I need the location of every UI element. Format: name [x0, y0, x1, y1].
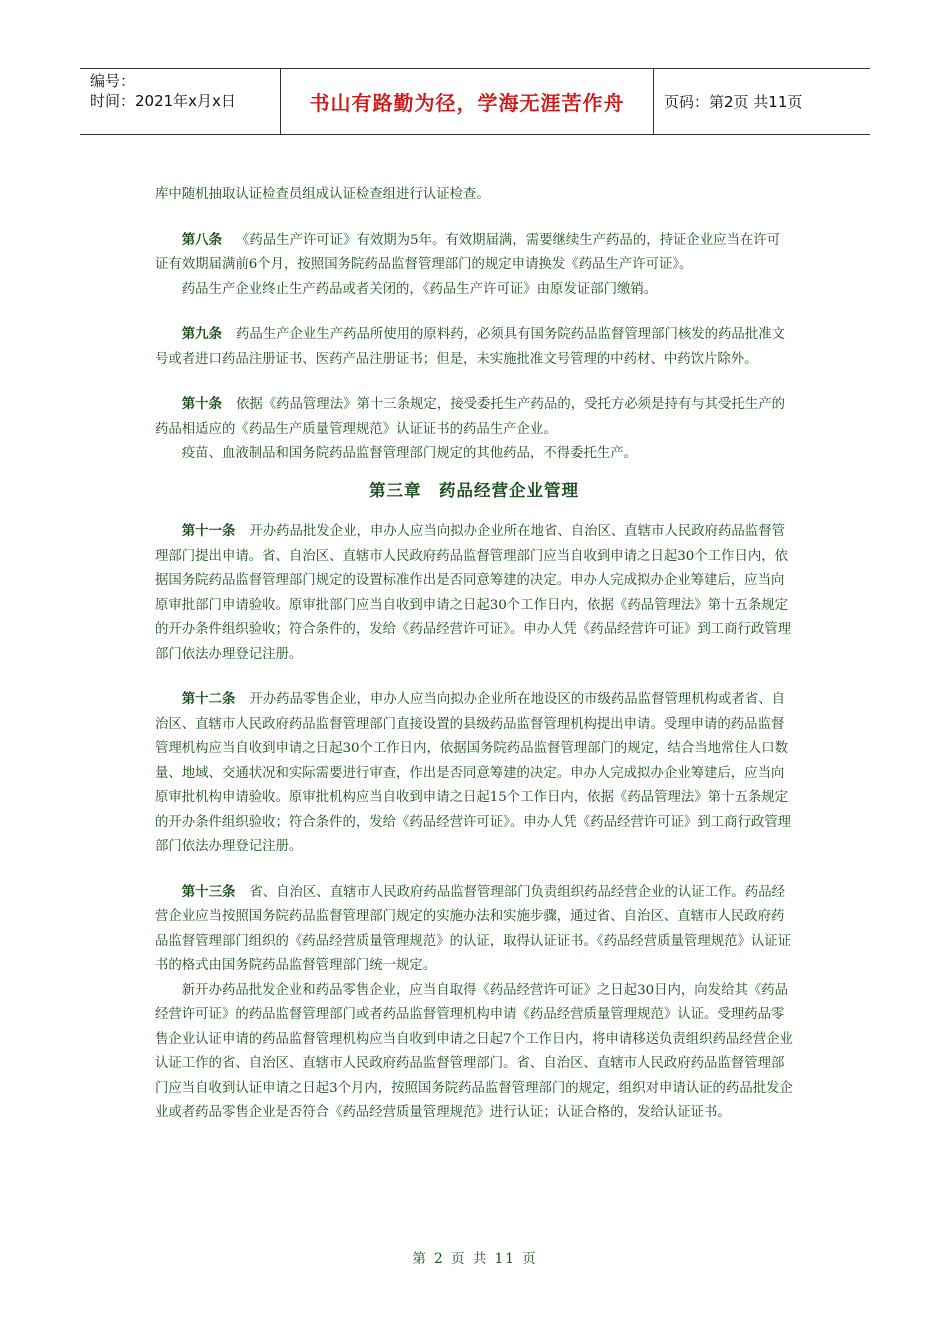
header-motto: 书山有路勤为径，学海无涯苦作舟: [281, 69, 654, 134]
article-text: 药品生产企业生产药品所使用的原料药，必须具有国务院药品监督管理部门核发的药品批准文号或者进口药品注册证书、医药产品注册证书；但是，未实施批准文号管理的中药材、中药饮片除外。: [155, 327, 785, 367]
document-time: 时间：2021年x月x日: [90, 92, 236, 110]
header-meta: [80, 69, 281, 134]
article-label: 第八条: [181, 231, 222, 248]
article-label: 第十一条: [181, 523, 236, 539]
article-label: 第十条: [181, 396, 222, 412]
article-label: 第九条: [181, 326, 222, 342]
page-footer: 第 2 页 共 11 页: [412, 1251, 538, 1267]
document-body: [155, 183, 793, 1126]
article-8: [155, 228, 793, 278]
article-label: 第十三条: [181, 883, 236, 900]
article-text: 开办药品批发企业，申办人应当向拟办企业所在地省、自治区、直辖市人民政府药品监督管理部门提出申请。省、自治区、直辖市人民政府药品监督管理部门应当自收到申请之日起30个工作日内，依据国务院药品监督管理部门规定的设置标准作出是否同意筹建的决定。申办人完成拟办企业筹建后，应当向原审批部门申请验收。原审批部门应当自收到申请之日起30个工作日内，依据《药品管理法》第十五条规定的开办条件组织验收；符合条件的，发给《药品经营许可证》。申办人凭《药品经营许可证》到工商行政管理部门依法办理登记注册。: [155, 524, 792, 662]
article-10: [155, 392, 793, 442]
continued-paragraph: 库中随机抽取认证检查员组成认证检查组进行认证检查。: [155, 187, 490, 202]
article-11: [155, 519, 793, 667]
chapter-heading: 第三章 药品经营企业管理: [369, 480, 579, 500]
article-10-para-2: 疫苗、血液制品和国务院药品监督管理部门规定的其他药品，不得委托生产。: [181, 446, 638, 461]
article-13: [155, 880, 793, 979]
document-number-label: 编号：: [90, 72, 136, 90]
article-text: 开办药品零售企业，申办人应当向拟办企业所在地设区的市级药品监督管理机构或者省、自治区、直辖市人民政府药品监督管理部门直接设置的县级药品监督管理机构提出申请。受理申请的药品监督管理机构应当自收到申请之日起30个工作日内，依据国务院药品监督管理部门的规定，结合当地常住人口数量、地域、交通状况和实际需要进行审查，作出是否同意筹建的决定。申办人完成拟办企业筹建后，应当向原审批机构申请验收。原审批机构应当自收到申请之日起15个工作日内，依据《药品管理法》第十五条规定的开办条件组织验收；符合条件的，发给《药品经营许可证》。申办人凭《药品经营许可证》到工商行政管理部门依法办理登记注册。: [155, 692, 792, 854]
header-page-info: 页码：第2页 共11页: [664, 93, 803, 111]
article-label: 第十二条: [181, 691, 236, 707]
page-header: [80, 68, 870, 135]
article-12: [155, 687, 793, 860]
article-8-para-2: 药品生产企业终止生产药品或者关闭的，《药品生产许可证》由原发证部门缴销。: [181, 281, 658, 297]
article-13-para-2: 新开办药品批发企业和药品零售企业，应当自取得《药品经营许可证》之日起30日内，向发给其《药品经营许可证》的药品监督管理部门或者药品监督管理机构申请《药品经营质量管理规范》认证。受理药品零售企业认证申请的药品监督管理机构应当自收到申请之日起7个工作日内，将申请移送负责组织药品经营企业认证工作的省、自治区、直辖市人民政府药品监督管理部门。省、自治区、直辖市人民政府药品监督管理部门应当自收到认证申请之日起3个月内，按照国务院药品监督管理部门的规定，组织对申请认证的药品批发企业或者药品零售企业是否符合《药品经营质量管理规范》进行认证；认证合格的，发给认证证书。: [155, 982, 793, 1120]
article-text: 省、自治区、直辖市人民政府药品监督管理部门负责组织药品经营企业的认证工作。药品经营企业应当按照国务院药品监督管理部门规定的实施办法和实施步骤，通过省、自治区、直辖市人民政府药品监督管理部门组织的《药品经营质量管理规范》的认证，取得认证证书。《药品经营质量管理规范》认证证书的格式由国务院药品监督管理部门统一规定。: [155, 884, 792, 973]
article-9: [155, 322, 793, 372]
article-text: 依据《药品管理法》第十三条规定，接受委托生产药品的，受托方必须是持有与其受托生产的药品相适应的《药品生产质量管理规范》认证证书的药品生产企业。: [155, 397, 785, 437]
article-text: 《药品生产许可证》有效期为5年。有效期届满，需要继续生产药品的，持证企业应当在许可证有效期届满前6个月，按照国务院药品监督管理部门的规定申请换发《药品生产许可证》。: [155, 232, 781, 272]
